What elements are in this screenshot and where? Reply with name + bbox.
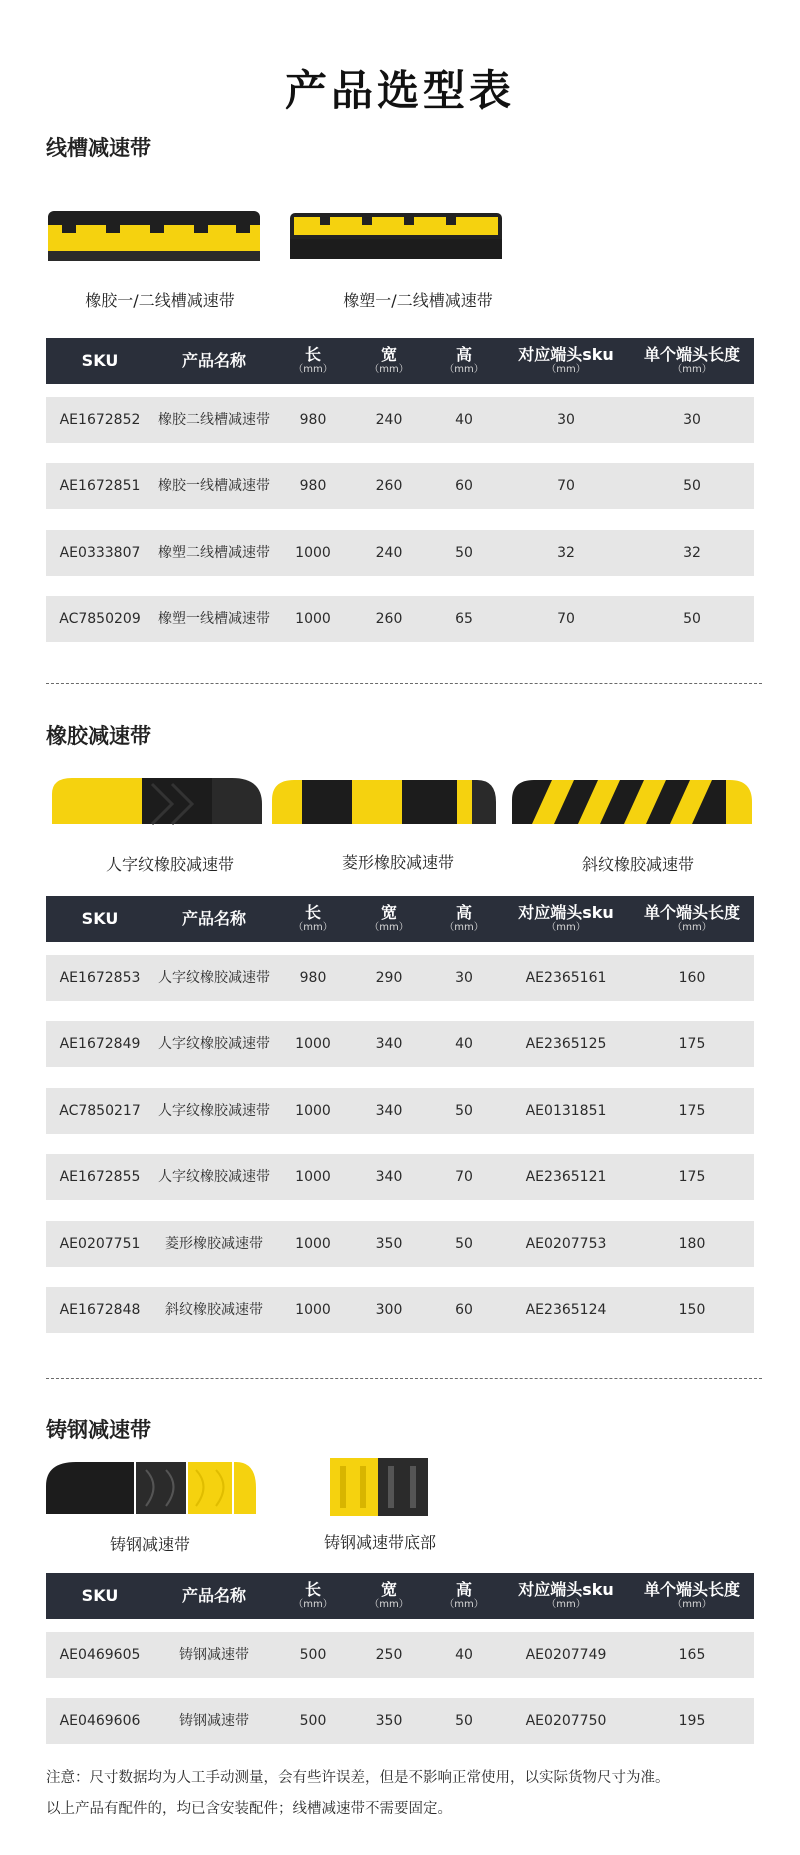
cell-length: 980 [299,970,327,986]
section-title-cable: 线槽减速带 [46,136,151,160]
cell-end-sku: AE0207753 [525,1236,607,1252]
table-header [46,338,754,384]
table-row [46,530,754,576]
cell-width: 240 [375,545,403,561]
section-divider [46,683,762,684]
cell-end-sku: 32 [557,545,575,561]
table-row [46,1221,754,1267]
cell-width: 300 [375,1302,403,1318]
th-name: 产品名称 [181,1586,246,1605]
table-row [46,1698,754,1744]
cell-sku: AE0469606 [59,1713,141,1729]
cell-height: 40 [455,1036,473,1052]
caption-cast-steel: 铸钢减速带 [109,1535,190,1554]
cell-end-sku: AE2365121 [525,1169,607,1185]
cell-end-length: 160 [678,970,706,986]
table-row [46,1632,754,1678]
plastic-cable-protector-image [290,209,502,263]
caption-diamond: 菱形橡胶减速带 [341,853,454,872]
cell-end-sku: AE2365124 [525,1302,607,1318]
cell-end-length: 165 [678,1647,706,1663]
th-height: 高 （mm） [444,345,484,375]
cell-height: 30 [455,970,473,986]
diagonal-speed-bump-image [512,776,752,828]
cell-height: 50 [455,545,473,561]
cell-end-length: 50 [683,611,701,627]
cell-width: 350 [375,1713,403,1729]
cell-height: 50 [455,1236,473,1252]
th-end-length: 单个端头长度 （mm） [643,903,740,933]
cell-width: 340 [375,1036,403,1052]
cell-height: 40 [455,412,473,428]
cell-length: 1000 [295,1169,331,1185]
th-width: 宽 （mm） [369,345,409,375]
section-divider [46,1378,762,1379]
table-row [46,1154,754,1200]
cell-name: 斜纹橡胶减速带 [165,1302,263,1318]
cell-name: 橡塑二线槽减速带 [158,545,270,561]
note-line: 注意：尺寸数据均为人工手动测量，会有些许误差，但是不影响正常使用，以实际货物尺寸为准。 [46,1770,670,1786]
cell-width: 250 [375,1647,403,1663]
cell-length: 500 [299,1647,327,1663]
cell-sku: AE0207751 [59,1236,141,1252]
caption-diagonal: 斜纹橡胶减速带 [581,855,694,874]
cell-width: 340 [375,1103,403,1119]
cell-end-sku: AE0131851 [525,1103,607,1119]
cell-end-sku: AE2365161 [525,970,607,986]
cell-sku: AE1672851 [59,478,141,494]
cell-sku: AC7850209 [59,611,141,627]
table-header [46,896,754,942]
cell-length: 1000 [295,1302,331,1318]
th-end-length: 单个端头长度 （mm） [643,345,740,375]
cell-width: 260 [375,478,403,494]
cell-end-sku: AE0207749 [525,1647,607,1663]
cell-end-length: 50 [683,478,701,494]
table-row [46,1021,754,1067]
cell-end-length: 150 [678,1302,706,1318]
cell-sku: AE0469605 [59,1647,141,1663]
th-length: 长 （mm） [293,345,333,375]
cell-sku: AE0333807 [59,545,141,561]
cell-width: 350 [375,1236,403,1252]
caption-plastic-cable: 橡塑一/二线槽减速带 [343,291,493,310]
th-end-sku: 对应端头sku （mm） [518,903,614,933]
cell-end-sku: AE2365125 [525,1036,607,1052]
herringbone-speed-bump-image [52,774,262,828]
page-title: 产品选型表 [284,66,515,115]
table-row [46,955,754,1001]
th-sku: SKU [81,351,119,370]
cell-end-length: 180 [678,1236,706,1252]
th-height: 高 （mm） [444,903,484,933]
cell-name: 人字纹橡胶减速带 [158,1103,270,1119]
table-header [46,1573,754,1619]
caption-rubber-cable: 橡胶一/二线槽减速带 [85,291,235,310]
cast-steel-bottom-image [330,1456,428,1518]
cell-name: 菱形橡胶减速带 [165,1236,263,1252]
cell-length: 1000 [295,1036,331,1052]
notes [46,1763,766,1825]
cell-name: 人字纹橡胶减速带 [158,970,270,986]
cell-height: 50 [455,1103,473,1119]
cell-length: 1000 [295,1236,331,1252]
cell-sku: AC7850217 [59,1103,141,1119]
table-row [46,1287,754,1333]
cell-height: 65 [455,611,473,627]
cell-end-length: 32 [683,545,701,561]
cell-height: 40 [455,1647,473,1663]
cell-height: 60 [455,1302,473,1318]
section-title-cast-steel: 铸钢减速带 [46,1418,151,1442]
th-name: 产品名称 [181,909,246,928]
cell-end-length: 195 [678,1713,706,1729]
th-width: 宽 （mm） [369,903,409,933]
cell-width: 260 [375,611,403,627]
cell-length: 980 [299,412,327,428]
rubber-cable-protector-image [48,207,260,265]
cell-end-length: 175 [678,1103,706,1119]
diamond-speed-bump-image [272,776,496,828]
th-length: 长 （mm） [293,903,333,933]
cell-sku: AE1672855 [59,1169,141,1185]
cell-name: 人字纹橡胶减速带 [158,1036,270,1052]
cell-end-sku: AE0207750 [525,1713,607,1729]
cell-name: 橡胶二线槽减速带 [158,412,270,428]
cast-steel-speed-bump-image [46,1456,256,1518]
cell-end-sku: 30 [557,412,575,428]
cell-name: 橡塑一线槽减速带 [158,611,270,627]
cell-height: 50 [455,1713,473,1729]
cell-end-length: 175 [678,1169,706,1185]
cell-length: 1000 [295,545,331,561]
cell-name: 人字纹橡胶减速带 [158,1169,270,1185]
cell-sku: AE1672852 [59,412,141,428]
cell-length: 1000 [295,611,331,627]
table-row [46,397,754,443]
cell-end-sku: 70 [557,611,575,627]
note-line: 以上产品有配件的，均已含安装配件；线槽减速带不需要固定。 [46,1801,452,1817]
cell-name: 铸钢减速带 [179,1647,249,1663]
cell-height: 70 [455,1169,473,1185]
th-sku: SKU [81,909,119,928]
th-height: 高 （mm） [444,1580,484,1610]
cell-sku: AE1672848 [59,1302,141,1318]
th-name: 产品名称 [181,351,246,370]
caption-herringbone: 人字纹橡胶减速带 [105,855,234,874]
cell-sku: AE1672853 [59,970,141,986]
cell-width: 240 [375,412,403,428]
th-end-sku: 对应端头sku （mm） [518,1580,614,1610]
cell-height: 60 [455,478,473,494]
th-sku: SKU [81,1586,119,1605]
th-length: 长 （mm） [293,1580,333,1610]
th-width: 宽 （mm） [369,1580,409,1610]
table-row [46,596,754,642]
cell-end-length: 30 [683,412,701,428]
cell-length: 500 [299,1713,327,1729]
cell-name: 橡胶一线槽减速带 [158,478,270,494]
table-row [46,463,754,509]
cell-sku: AE1672849 [59,1036,141,1052]
section-title-rubber: 橡胶减速带 [46,724,151,748]
cell-length: 1000 [295,1103,331,1119]
th-end-length: 单个端头长度 （mm） [643,1580,740,1610]
caption-cast-steel-bottom: 铸钢减速带底部 [323,1533,436,1552]
cell-length: 980 [299,478,327,494]
cell-width: 290 [375,970,403,986]
cell-width: 340 [375,1169,403,1185]
cell-end-sku: 70 [557,478,575,494]
th-end-sku: 对应端头sku （mm） [518,345,614,375]
table-row [46,1088,754,1134]
cell-name: 铸钢减速带 [179,1713,249,1729]
cell-end-length: 175 [678,1036,706,1052]
